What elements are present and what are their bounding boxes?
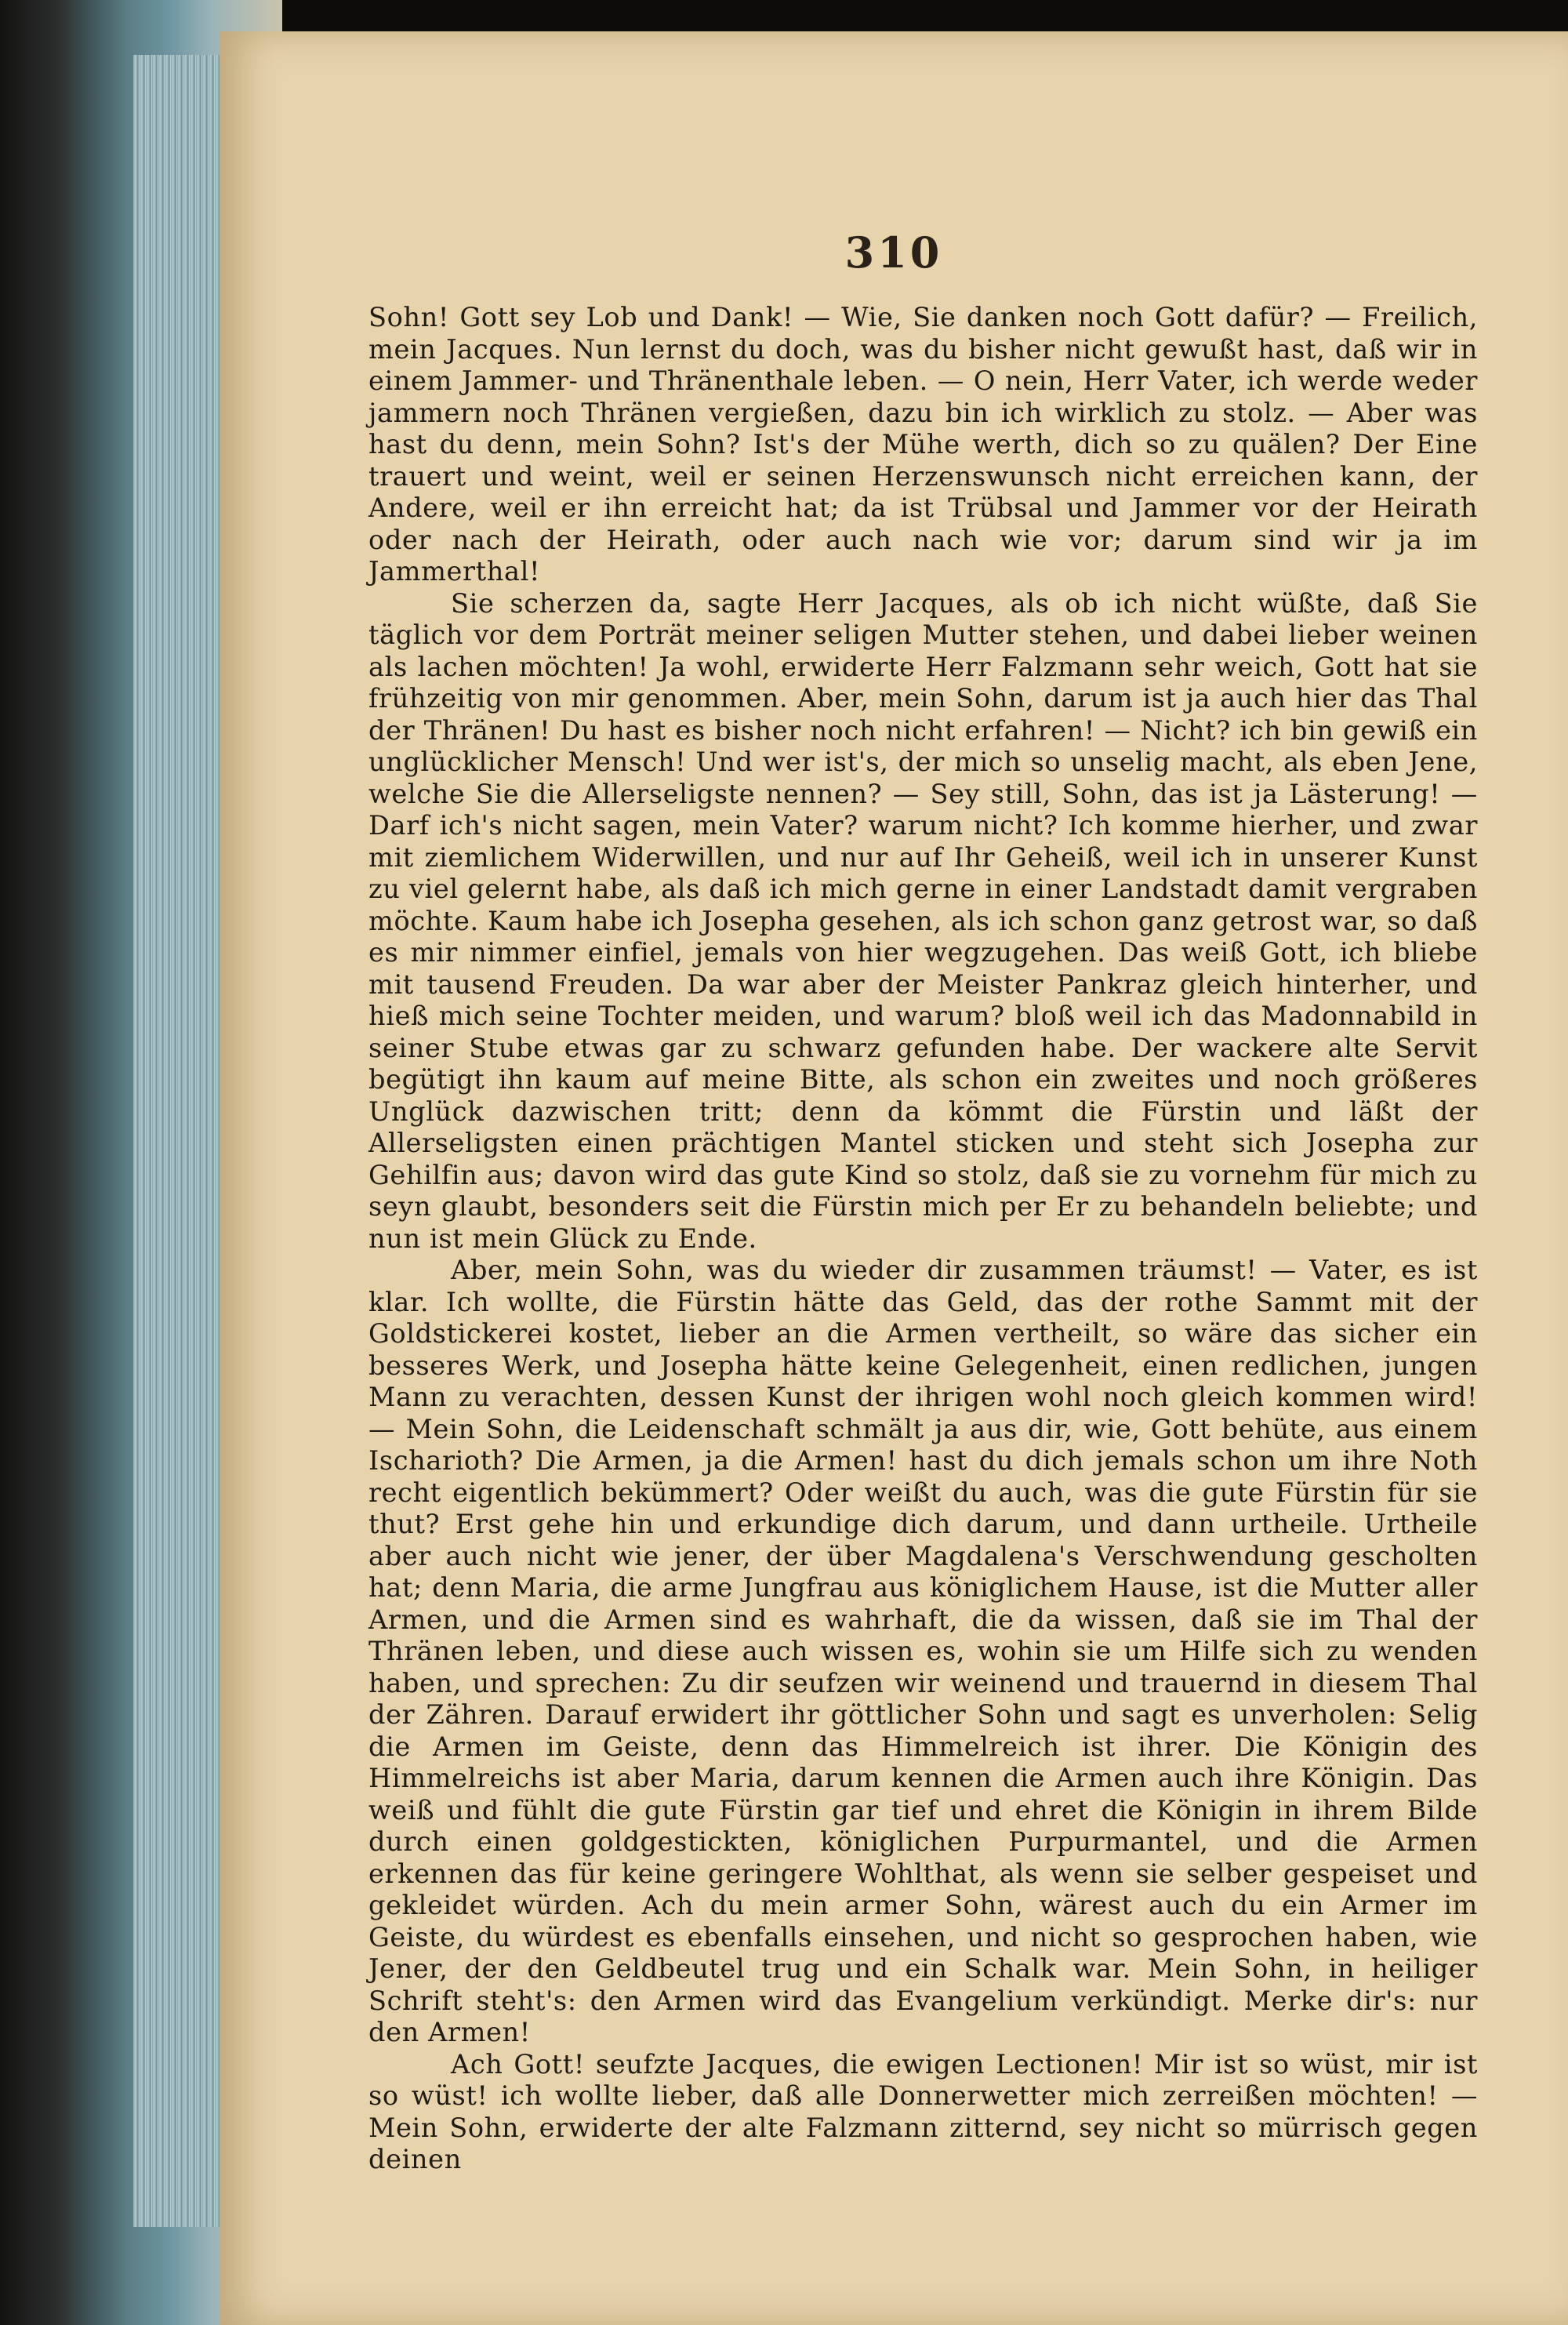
paragraph: Aber, mein Sohn, was du wieder dir zusammen träumst! — Vater, es ist klar. Ich wollte, die Fürstin hätte das Geld, das der rothe Sammt mit der Goldstickerei kostet, lieber an die Armen vertheilt, so wäre das sicher ein besseres Werk, und Josepha hätte keine Gelegenheit, einen redlichen, jungen Mann zu verachten, dessen Kunst der ihrigen wohl noch gleich kommen wird! — Mein Sohn, die Leidenschaft schmält ja aus dir, wie, Gott behüte, aus einem Ischarioth? Die Armen, ja die Armen! hast du dich jemals schon um ihre Noth recht eigentlich bekümmert? Oder weißt du auch, was die gute Fürstin für sie thut? Erst gehe hin und erkundige dich darum, und dann urtheile. Urtheile aber auch nicht wie jener, der über Magdalena's Verschwendung gescholten hat; denn Maria, die arme Jungfrau aus königlichem Hause, ist die Mutter aller Armen, und die Armen sind es wahrhaft, die da wissen, daß sie im Thal der Thränen leben, und diese auch wissen es, wohin sie um Hilfe sich zu wenden haben, und sprechen: Zu dir seufzen wir weinend und trauernd in diesem Thal der Zähren. Darauf erwidert ihr göttlicher Sohn und sagt es unverholen: Selig die Armen im Geiste, denn das Himmelreich ist ihrer. Die Königin des Himmelreichs ist aber Maria, darum kennen die Armen auch ihre Königin. Das weiß und fühlt die gute Fürstin gar tief und ehret die Königin in ihrem Bilde durch einen goldgestickten, königlichen Purpurmantel, und die Armen erkennen das für keine geringere Wohlthat, als wenn sie selber gespeiset und gekleidet würden. Ach du mein armer Sohn, wärest auch du ein Armer im Geiste, du würdest es ebenfalls einsehen, und nicht so gesprochen haben, wie Jener, der den Geldbeutel trug und ein Schalk war. Mein Sohn, in heiliger Schrift steht's: den Armen wird das Evangelium verkündigt. Merke dir's: nur den Armen! bbox=[368, 1255, 1478, 2047]
text-block bbox=[368, 302, 1478, 2174]
paragraph: Sohn! Gott sey Lob und Dank! — Wie, Sie danken noch Gott dafür? — Freilich, mein Jacques. Nun lernst du doch, was du bisher nicht gewußt hast, daß wir in einem Jammer- und Thränenthale leben. — O nein, Herr Vater, ich werde weder jammern noch Thränen vergießen, dazu bin ich wirklich zu stolz. — Aber was hast du denn, mein Sohn? Ist's der Mühe werth, dich so zu quälen? Der Eine trauert und weint, weil er seinen Herzenswunsch nicht erreichen kann, der Andere, weil er ihn erreicht hat; da ist Trübsal und Jammer vor der Heirath oder nach der Heirath, oder auch nach wie vor; darum sind wir ja im Jammerthal! bbox=[368, 302, 1478, 587]
stacked-page-edges bbox=[133, 55, 227, 2227]
paragraph: Ach Gott! seufzte Jacques, die ewigen Lectionen! Mir ist so wüst, mir ist so wüst! ich wollte lieber, daß alle Donnerwetter mich zerreißen möchten! — Mein Sohn, erwiderte der alte Falzmann zitternd, sey nicht so mürrisch gegen deinen bbox=[368, 2048, 1478, 2174]
book-page bbox=[220, 31, 1568, 2325]
paragraph: Sie scherzen da, sagte Herr Jacques, als ob ich nicht wüßte, daß Sie täglich vor dem Porträt meiner seligen Mutter stehen, und dabei lieber weinen als lachen möchten! Ja wohl, erwiderte Herr Falzmann sehr weich, Gott hat sie frühzeitig von mir genommen. Aber, mein Sohn, darum ist ja auch hier das Thal der Thränen! Du hast es bisher noch nicht erfahren! — Nicht? ich bin gewiß ein unglücklicher Mensch! Und wer ist's, der mich so unselig macht, als eben Jene, welche Sie die Allerseligste nennen? — Sey still, Sohn, das ist ja Lästerung! — Darf ich's nicht sagen, mein Vater? warum nicht? Ich komme hierher, und zwar mit ziemlichem Widerwillen, und nur auf Ihr Geheiß, weil ich in unserer Kunst zu viel gelernt habe, als daß ich mich gerne in einer Landstadt damit vergraben möchte. Kaum habe ich Josepha gesehen, als ich schon ganz getrost war, so daß es mir nimmer einfiel, jemals von hier wegzugehen. Das weiß Gott, ich bliebe mit tausend Freuden. Da war aber der Meister Pankraz gleich hinterher, und hieß mich seine Tochter meiden, und warum? bloß weil ich das Madonnabild in seiner Stube etwas gar zu schwarz gefunden habe. Der wackere alte Servit begütigt ihn kaum auf meine Bitte, als schon ein zweites und noch größeres Unglück dazwischen tritt; denn da kömmt die Fürstin und läßt der Allerseligsten einen prächtigen Mantel sticken und steht sich Josepha zur Gehilfin aus; davon wird das gute Kind so stolz, daß sie zu vornehm für mich zu seyn glaubt, besonders seit die Fürstin mich per Er zu behandeln beliebte; und nun ist mein Glück zu Ende. bbox=[368, 587, 1478, 1254]
page-number: 310 bbox=[844, 227, 943, 278]
